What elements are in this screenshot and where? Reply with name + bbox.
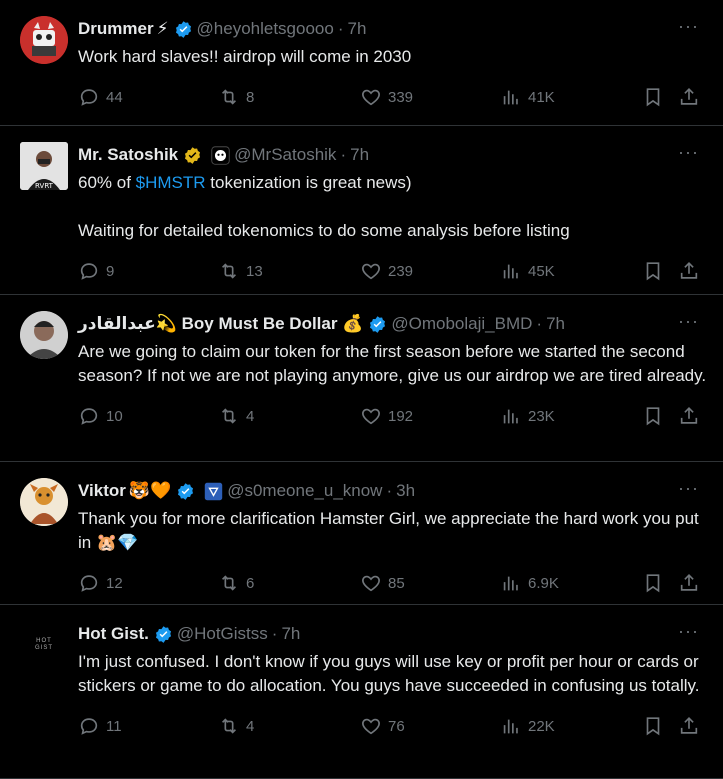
reply-button[interactable] (78, 86, 123, 108)
bookmark-icon (642, 260, 664, 282)
reply-button[interactable] (78, 572, 123, 594)
timestamp[interactable]: 7h (350, 145, 370, 164)
retweet-button[interactable] (218, 572, 254, 594)
like-button[interactable] (360, 260, 413, 282)
action-bar (78, 69, 707, 125)
views-button[interactable] (500, 715, 555, 737)
like-icon (360, 260, 382, 282)
views-button[interactable] (500, 260, 555, 282)
display-name[interactable]: عبدالقادر💫 Boy Must Be Dollar 💰 (78, 314, 364, 333)
more-icon[interactable]: ··· (678, 621, 699, 641)
retweet-count: 13 (246, 262, 263, 280)
views-count: 41K (528, 88, 555, 106)
tweet-header (78, 140, 707, 170)
timestamp[interactable]: 7h (546, 314, 565, 333)
tweet-header (78, 619, 707, 649)
retweet-count: 4 (246, 407, 255, 425)
like-button[interactable] (360, 715, 405, 737)
user-handle[interactable]: @heyohletsgoooo (196, 19, 334, 38)
views-icon (500, 715, 522, 737)
tweet-text: I'm just confused. I don't know if you guys will use key or profit per hour or cards or stickers or game to do allocation. You guys have succeeded in confusing us totally. (78, 652, 704, 695)
more-icon[interactable]: ··· (678, 142, 699, 162)
like-button[interactable] (360, 405, 413, 427)
share-icon (678, 260, 700, 282)
name-emoji: ⚡ (156, 19, 169, 38)
tweet-text: Work hard slaves!! airdrop will come in 2030 (78, 47, 412, 66)
share-icon (678, 715, 700, 737)
verified-badge-icon (183, 146, 202, 165)
bookmark-button[interactable] (642, 572, 664, 594)
retweet-button[interactable] (218, 86, 254, 108)
views-button[interactable] (500, 86, 555, 108)
tweet-mrsatoshik[interactable] (0, 126, 723, 295)
timestamp[interactable]: 7h (347, 19, 367, 38)
bookmark-icon (642, 405, 664, 427)
share-icon (678, 405, 700, 427)
views-button[interactable] (500, 572, 559, 594)
tweet-drummer[interactable] (0, 0, 723, 126)
reply-button[interactable] (78, 260, 114, 282)
share-icon (678, 572, 700, 594)
display-name[interactable]: Drummer (78, 19, 154, 38)
reply-button[interactable] (78, 715, 122, 737)
name-emoji: 🐯🧡 (128, 481, 172, 500)
bookmark-button[interactable] (642, 715, 664, 737)
user-handle[interactable]: @s0meone_u_know (227, 481, 383, 500)
verified-badge-icon (368, 315, 387, 334)
avatar[interactable] (20, 478, 68, 526)
tweet-header (78, 309, 707, 339)
like-button[interactable] (360, 572, 405, 594)
tweet-viktor[interactable] (0, 462, 723, 605)
bookmark-icon (642, 86, 664, 108)
retweet-count: 6 (246, 574, 255, 592)
reply-count: 44 (106, 88, 123, 106)
display-name[interactable]: Hot Gist. (78, 624, 149, 643)
more-icon[interactable]: ··· (678, 311, 699, 331)
separator-dot: · (386, 481, 393, 500)
views-count: 45K (528, 262, 555, 280)
like-count: 192 (388, 407, 414, 425)
like-count: 339 (388, 88, 414, 106)
like-button[interactable] (360, 86, 413, 108)
reply-icon (78, 572, 100, 594)
reply-button[interactable] (78, 405, 123, 427)
like-count: 239 (388, 262, 414, 280)
user-handle[interactable]: @HotGistss (176, 624, 268, 643)
tweet-text (78, 171, 707, 243)
retweet-button[interactable] (218, 715, 254, 737)
verified-badge-icon (154, 625, 173, 644)
tweet-text: Are we going to claim our token for the first season before we started the second season? If not we are not playing anymore, give us our airdrop we are tired already. (78, 342, 707, 385)
views-count: 22K (528, 717, 555, 735)
like-count: 76 (388, 717, 405, 735)
retweet-count: 8 (246, 88, 255, 106)
user-handle[interactable]: @Omobolaji_BMD (391, 314, 533, 333)
verified-badge-icon (176, 482, 195, 501)
reply-count: 11 (106, 717, 122, 735)
reply-icon (78, 86, 100, 108)
separator-dot: · (340, 145, 347, 164)
bookmark-icon (642, 572, 664, 594)
share-icon (678, 86, 700, 108)
display-name[interactable]: Viktor (78, 481, 126, 500)
avatar-logo-text: HOT GIST (34, 638, 53, 651)
reply-icon (78, 715, 100, 737)
more-icon[interactable]: ··· (678, 478, 699, 498)
like-icon (360, 715, 382, 737)
retweet-button[interactable] (218, 260, 263, 282)
separator-dot: · (271, 624, 278, 643)
reply-count: 12 (106, 574, 123, 592)
avatar[interactable] (20, 16, 68, 64)
share-button[interactable] (678, 715, 700, 737)
share-button[interactable] (678, 572, 700, 594)
avatar[interactable] (20, 311, 68, 359)
tweet-hotgist[interactable] (0, 605, 723, 779)
reply-icon (78, 260, 100, 282)
cashtag-link[interactable]: $HMSTR (135, 173, 206, 192)
reply-icon (78, 405, 100, 427)
share-button[interactable] (678, 260, 700, 282)
retweet-icon (218, 405, 240, 427)
action-bar (78, 698, 707, 754)
share-button[interactable] (678, 405, 700, 427)
retweet-icon (218, 86, 240, 108)
svg-text:RVRT: RVRT (35, 182, 53, 190)
tweet-text-start: 60% of (78, 173, 136, 192)
share-button[interactable] (678, 86, 700, 108)
tweet-header (78, 14, 707, 44)
views-icon (500, 572, 522, 594)
bookmark-button[interactable] (642, 86, 664, 108)
views-icon (500, 86, 522, 108)
views-icon (500, 260, 522, 282)
views-icon (500, 405, 522, 427)
separator-dot: · (536, 314, 543, 333)
bookmark-button[interactable] (642, 405, 664, 427)
retweet-icon (218, 715, 240, 737)
timestamp[interactable]: 3h (396, 481, 416, 500)
bookmark-icon (642, 715, 664, 737)
affiliate-badge-icon (204, 482, 223, 501)
avatar[interactable] (20, 621, 68, 669)
views-count: 23K (528, 407, 555, 425)
timestamp[interactable]: 7h (281, 624, 301, 643)
like-icon (360, 572, 382, 594)
separator-dot: · (337, 19, 344, 38)
reply-count: 10 (106, 407, 123, 425)
display-name[interactable]: Mr. Satoshik (78, 145, 179, 164)
tweet-text-end: tokenization is great news) Waiting for detailed tokenomics to do some analysis before listing (78, 173, 570, 240)
views-button[interactable] (500, 405, 555, 427)
bookmark-button[interactable] (642, 260, 664, 282)
like-icon (360, 405, 382, 427)
retweet-button[interactable] (218, 405, 254, 427)
avatar[interactable] (20, 142, 68, 190)
like-icon (360, 86, 382, 108)
reply-count: 9 (106, 262, 115, 280)
verified-badge-icon (174, 20, 193, 39)
affiliate-badge-icon (211, 146, 230, 165)
action-bar (78, 555, 707, 611)
views-count: 6.9K (528, 574, 559, 592)
like-count: 85 (388, 574, 405, 592)
action-bar (78, 388, 707, 444)
action-bar (78, 243, 707, 299)
retweet-count: 4 (246, 717, 255, 735)
tweet-text: Thank you for more clarification Hamster Girl, we appreciate the hard work you put in 🐹💎 (78, 509, 704, 552)
retweet-icon (218, 572, 240, 594)
user-handle[interactable]: @MrSatoshik (234, 145, 337, 164)
more-icon[interactable]: ··· (678, 16, 699, 36)
tweet-omobolaji[interactable] (0, 295, 723, 462)
tweet-header (78, 476, 707, 506)
retweet-icon (218, 260, 240, 282)
